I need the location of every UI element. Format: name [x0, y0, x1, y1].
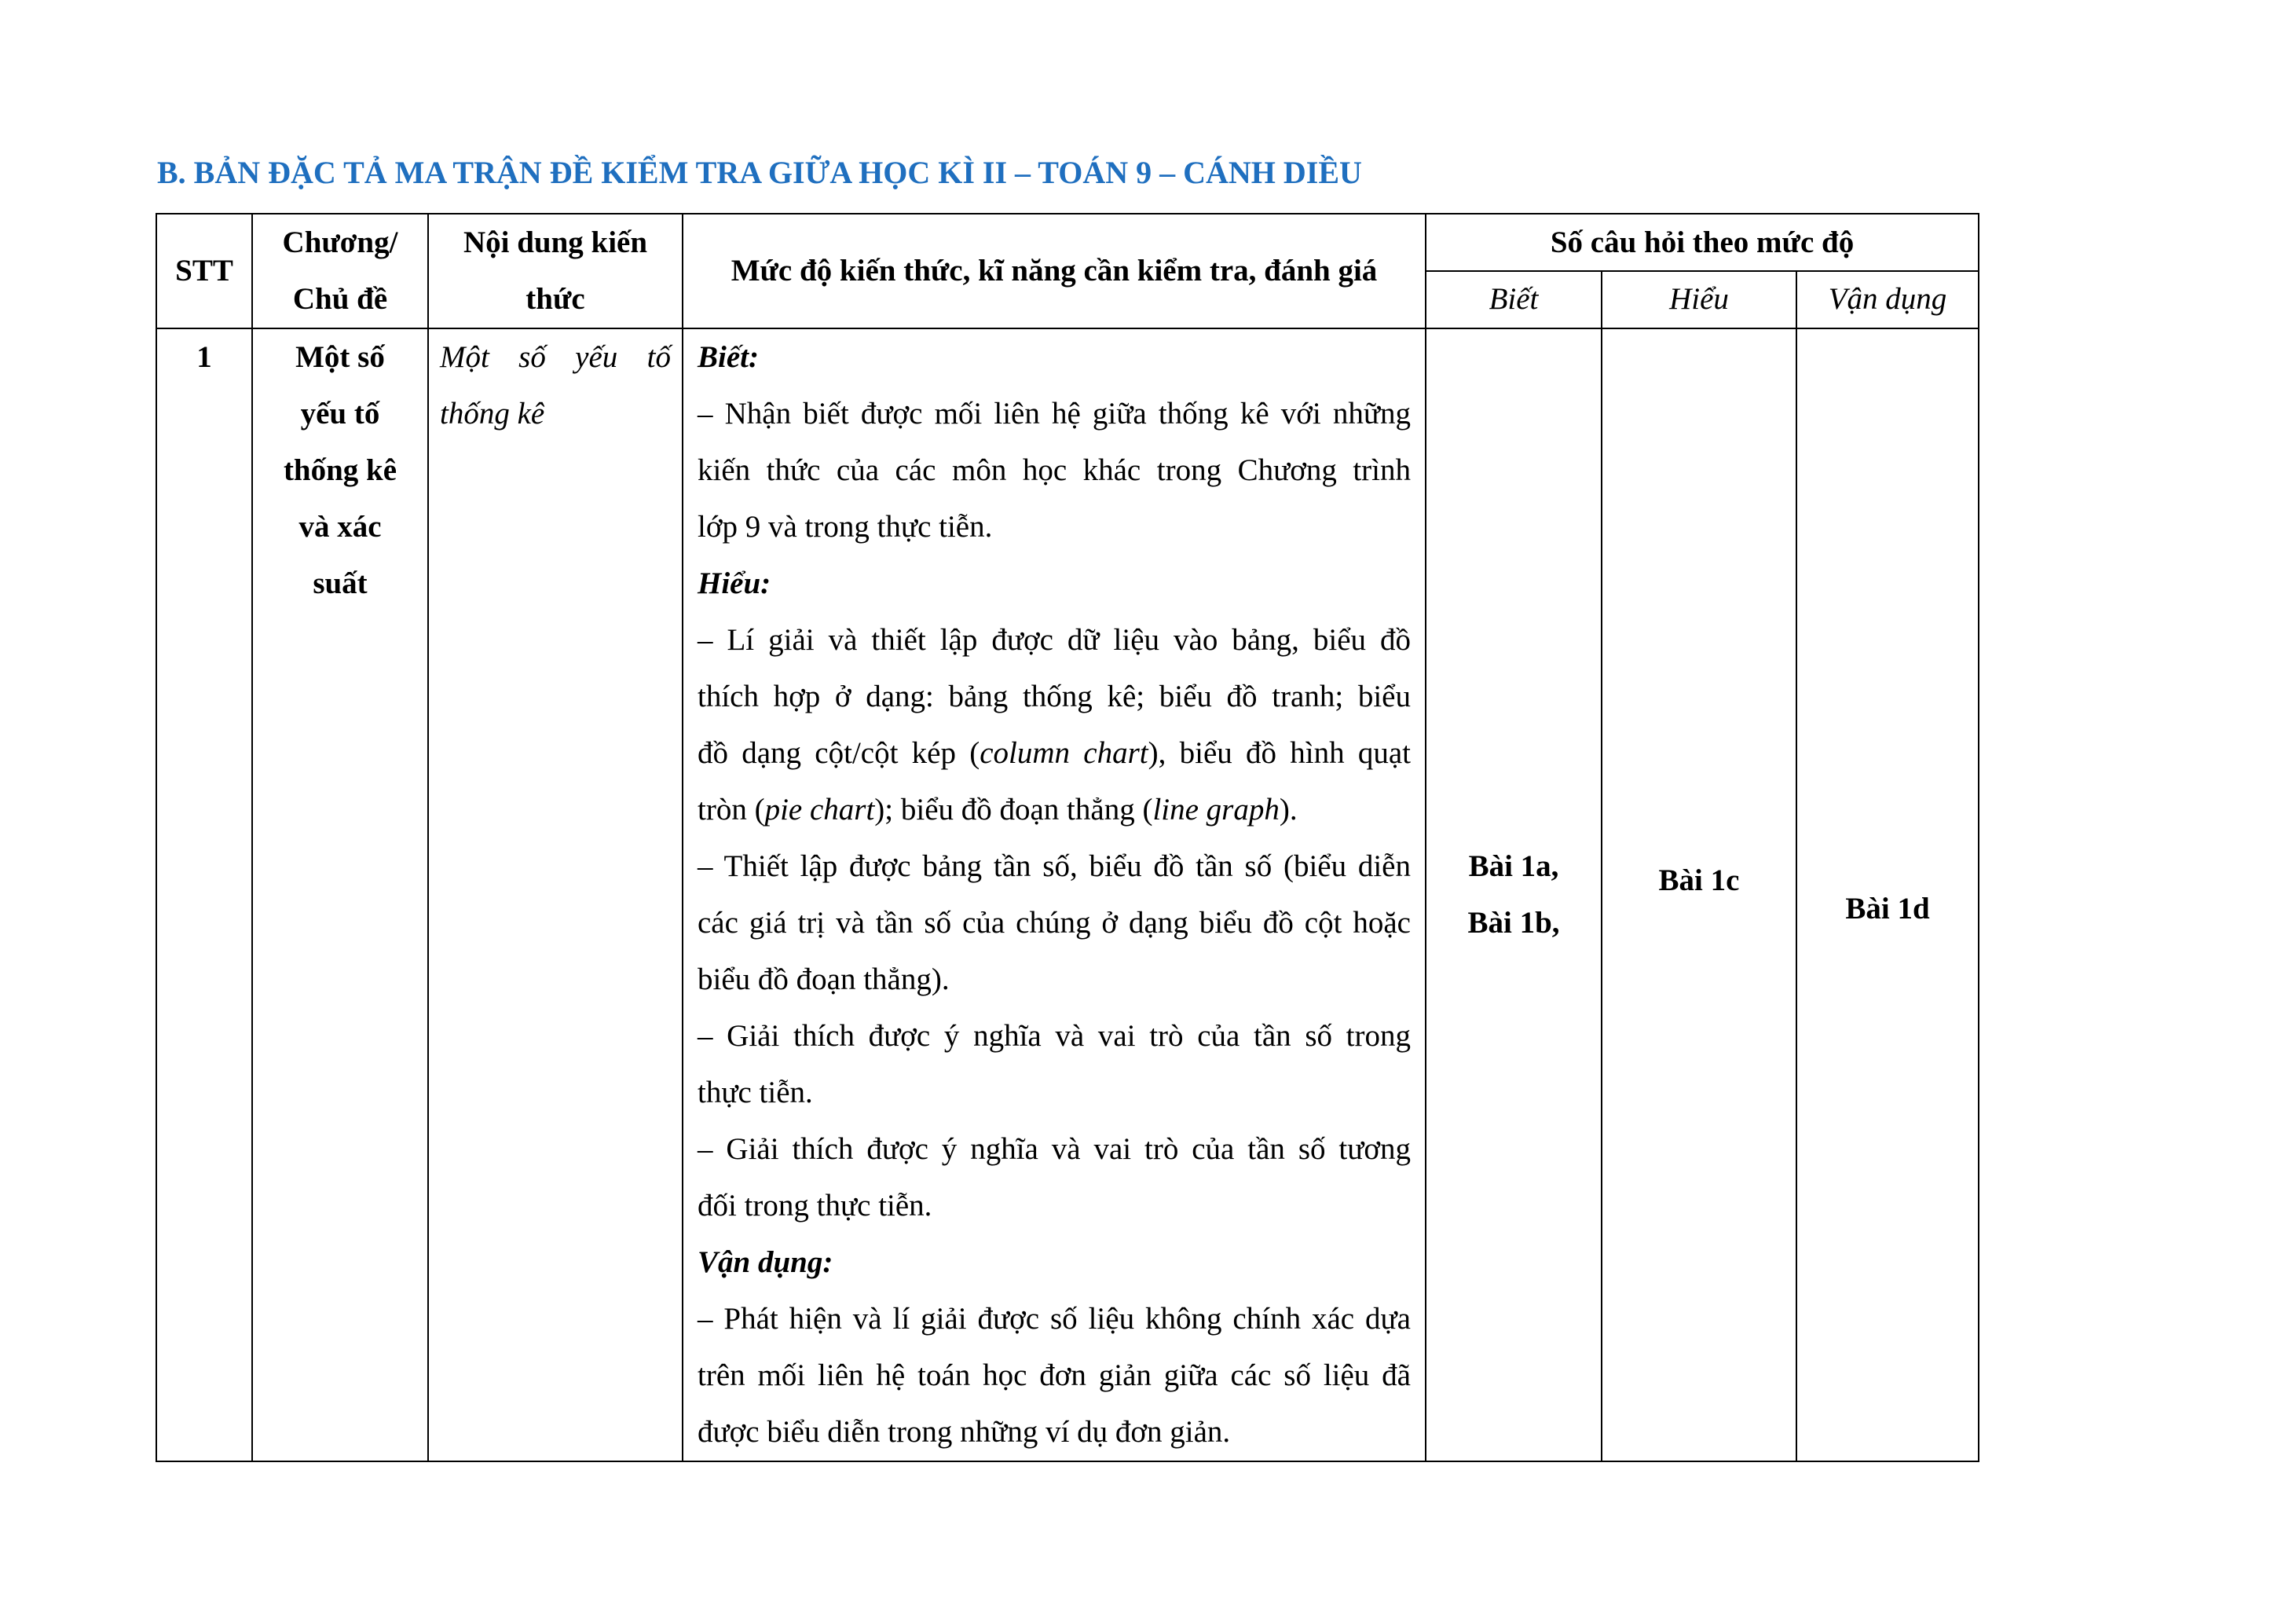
header-chapter-line1: Chương/ — [282, 225, 398, 259]
chapter-line: và xác — [298, 510, 382, 544]
desc-line: được biểu diễn trong những ví dụ đơn giản. — [698, 1415, 1231, 1449]
row-content — [428, 328, 683, 1461]
desc-line: – Giải thích được ý nghĩa và vai trò của tần số trong — [698, 1019, 1411, 1053]
header-question-count: Số câu hỏi theo mức độ — [1426, 214, 1979, 271]
desc-line: đối trong thực tiễn. — [698, 1189, 932, 1223]
row-vandung-questions — [1796, 328, 1979, 1461]
header-row-1 — [156, 214, 1979, 271]
desc-line: – Nhận biết được mối liên hệ giữa thống kê với những — [698, 397, 1411, 431]
table-row — [156, 328, 1979, 1461]
desc-line: thích hợp ở dạng: bảng thống kê; biểu đồ tranh; biểu — [698, 680, 1411, 713]
content-line: thống kê — [440, 397, 545, 431]
content-word: yếu — [575, 340, 618, 374]
chapter-line: suất — [313, 566, 368, 600]
header-content — [428, 214, 683, 328]
header-chapter-line2: Chủ đề — [292, 282, 388, 316]
question-ref: Bài 1d — [1845, 892, 1930, 926]
content-line — [440, 329, 671, 386]
header-level-hieu: Hiểu — [1602, 271, 1796, 328]
row-hieu-questions — [1602, 328, 1796, 1461]
specification-table — [156, 213, 1979, 1462]
desc-text: ). — [1279, 793, 1298, 827]
chapter-line: thống kê — [283, 453, 397, 487]
desc-line: – Lí giải và thiết lập được dữ liệu vào bảng, biểu đồ — [698, 623, 1411, 657]
desc-term: column chart — [980, 736, 1148, 770]
question-ref: Bài 1c — [1658, 863, 1740, 897]
row-chapter — [252, 328, 428, 1461]
desc-line: kiến thức của các môn học khác trong Chương trình — [698, 453, 1411, 487]
content-word: số — [518, 340, 546, 374]
desc-term: pie chart — [764, 793, 875, 827]
row-biet-questions — [1426, 328, 1602, 1461]
row-description — [683, 328, 1426, 1461]
desc-line: – Phát hiện và lí giải được số liệu không chính xác dựa — [698, 1302, 1411, 1336]
header-level-vandung: Vận dụng — [1796, 271, 1979, 328]
desc-line: lớp 9 và trong thực tiễn. — [698, 510, 993, 544]
hieu-heading: Hiểu: — [698, 566, 771, 600]
question-ref: Bài 1a, — [1468, 849, 1559, 883]
desc-text: tròn ( — [698, 793, 765, 827]
chapter-line: Một số — [295, 340, 385, 374]
biet-heading: Biết: — [698, 340, 759, 374]
chapter-line: yếu tố — [300, 397, 380, 431]
desc-line: trên mối liên hệ toán học đơn giản giữa các số liệu đã — [698, 1358, 1411, 1392]
header-description: Mức độ kiến thức, kĩ năng cần kiểm tra, đánh giá — [683, 214, 1426, 328]
desc-text: ), biểu đồ hình quạt — [1148, 736, 1411, 770]
desc-line: các giá trị và tần số của chúng ở dạng biểu đồ cột hoặc — [698, 906, 1411, 940]
content-word: tố — [646, 340, 671, 374]
vandung-heading: Vận dụng: — [698, 1245, 833, 1279]
header-chapter — [252, 214, 428, 328]
desc-term: line graph — [1152, 793, 1280, 827]
desc-text: đồ dạng cột/cột kép ( — [698, 736, 980, 770]
header-stt: STT — [156, 214, 252, 328]
header-content-line2: thức — [525, 282, 585, 316]
header-level-biet: Biết — [1426, 271, 1602, 328]
desc-line: biểu đồ đoạn thẳng). — [698, 962, 950, 996]
desc-line: thực tiễn. — [698, 1076, 813, 1109]
desc-text: ); biểu đồ đoạn thẳng ( — [874, 793, 1153, 827]
desc-line — [698, 782, 1411, 838]
desc-line: – Giải thích được ý nghĩa và vai trò của tần số tương — [698, 1132, 1411, 1166]
header-content-line1: Nội dung kiến — [463, 225, 648, 259]
content-word: Một — [440, 340, 489, 374]
row-stt: 1 — [156, 328, 252, 1461]
document-title: B. BẢN ĐẶC TẢ MA TRẬN ĐỀ KIỂM TRA GIỮA HỌC KÌ II – TOÁN 9 – CÁNH DIỀU — [157, 155, 1362, 190]
question-ref: Bài 1b, — [1467, 906, 1560, 940]
desc-line: – Thiết lập được bảng tần số, biểu đồ tần số (biểu diễn — [698, 849, 1411, 883]
desc-line — [698, 725, 1411, 782]
